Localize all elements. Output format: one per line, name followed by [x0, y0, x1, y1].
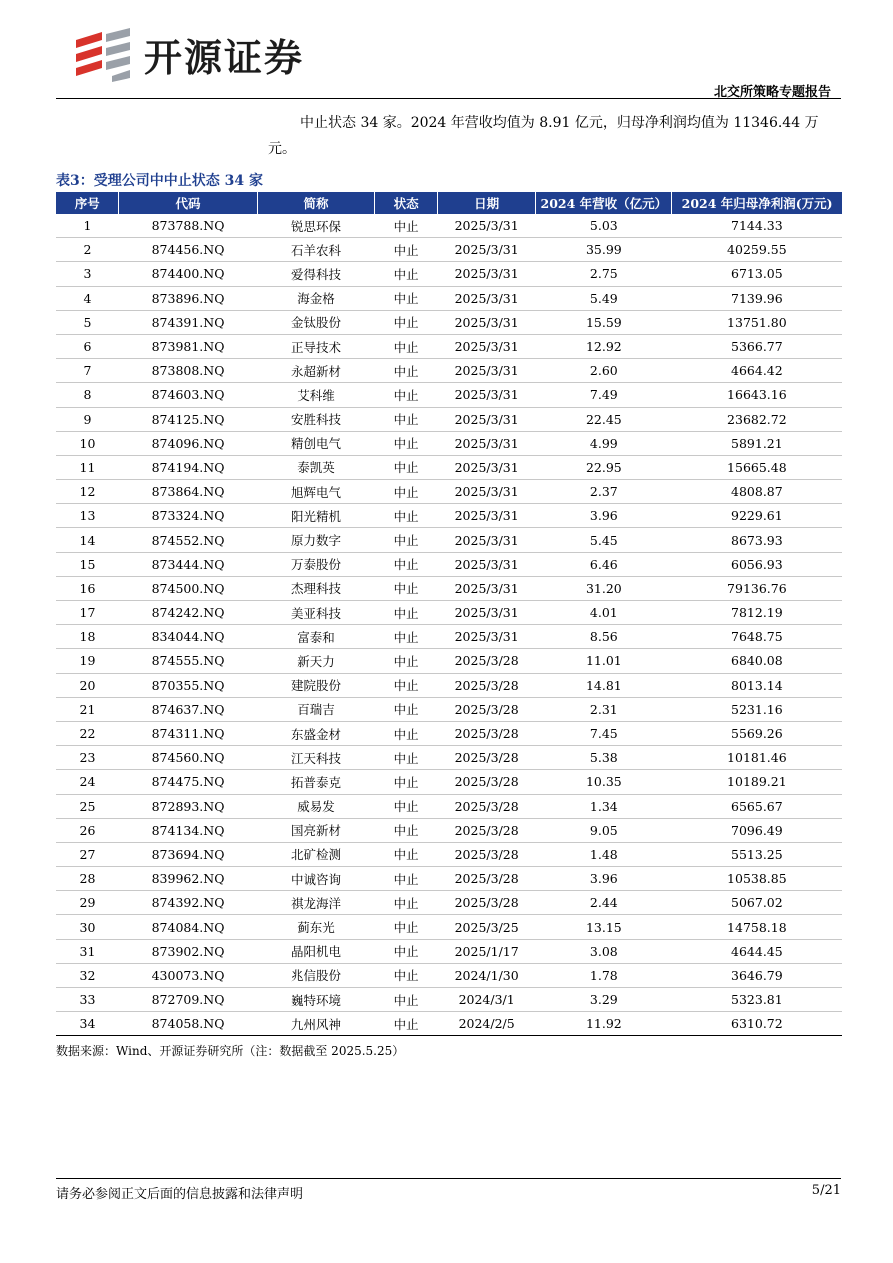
cell-no: 32 — [56, 963, 119, 987]
cell-date: 2024/1/30 — [437, 963, 536, 987]
cell-status: 中止 — [375, 334, 437, 358]
cell-name: 巍特环境 — [257, 988, 375, 1012]
cell-date: 2025/3/28 — [437, 842, 536, 866]
cell-status: 中止 — [375, 963, 437, 987]
cell-status: 中止 — [375, 891, 437, 915]
cell-name: 锐思环保 — [257, 214, 375, 238]
cell-revenue: 13.15 — [536, 915, 672, 939]
table-row — [56, 746, 842, 770]
cell-code: 873981.NQ — [119, 334, 257, 358]
cell-date: 2025/3/28 — [437, 697, 536, 721]
table-body — [56, 214, 842, 1036]
cell-revenue: 12.92 — [536, 334, 672, 358]
cell-code: 873896.NQ — [119, 286, 257, 310]
cell-name: 江天科技 — [257, 746, 375, 770]
cell-no: 18 — [56, 625, 119, 649]
cell-no: 20 — [56, 673, 119, 697]
cell-revenue: 10.35 — [536, 770, 672, 794]
cell-status: 中止 — [375, 818, 437, 842]
cell-name: 爱得科技 — [257, 262, 375, 286]
cell-net-profit: 5366.77 — [672, 334, 842, 358]
cell-status: 中止 — [375, 794, 437, 818]
cell-status: 中止 — [375, 286, 437, 310]
cell-date: 2025/3/31 — [437, 262, 536, 286]
cell-no: 11 — [56, 455, 119, 479]
data-source-note: 数据来源：Wind、开源证券研究所（注：数据截至 2025.5.25） — [56, 1044, 405, 1058]
cell-status: 中止 — [375, 214, 437, 238]
cell-status: 中止 — [375, 238, 437, 262]
cell-no: 16 — [56, 576, 119, 600]
cell-status: 中止 — [375, 504, 437, 528]
brand-name: 开源证券 — [144, 35, 305, 80]
cell-status: 中止 — [375, 867, 437, 891]
cell-revenue: 5.49 — [536, 286, 672, 310]
cell-code: 873808.NQ — [119, 359, 257, 383]
cell-name: 建院股份 — [257, 673, 375, 697]
cell-code: 874096.NQ — [119, 431, 257, 455]
brand-logo — [72, 26, 304, 82]
table-row — [56, 867, 842, 891]
cell-net-profit: 13751.80 — [672, 310, 842, 334]
cell-no: 23 — [56, 746, 119, 770]
cell-code: 874392.NQ — [119, 891, 257, 915]
cell-status: 中止 — [375, 576, 437, 600]
cell-date: 2025/3/31 — [437, 334, 536, 358]
cell-status: 中止 — [375, 552, 437, 576]
table-row — [56, 697, 842, 721]
cell-date: 2025/3/31 — [437, 504, 536, 528]
cell-revenue: 5.03 — [536, 214, 672, 238]
cell-code: 873444.NQ — [119, 552, 257, 576]
cell-date: 2025/3/28 — [437, 891, 536, 915]
cell-net-profit: 7096.49 — [672, 818, 842, 842]
cell-code: 874560.NQ — [119, 746, 257, 770]
cell-name: 安胜科技 — [257, 407, 375, 431]
cell-status: 中止 — [375, 407, 437, 431]
cell-status: 中止 — [375, 697, 437, 721]
cell-date: 2025/3/31 — [437, 625, 536, 649]
table-row — [56, 963, 842, 987]
cell-net-profit: 10189.21 — [672, 770, 842, 794]
cell-revenue: 15.59 — [536, 310, 672, 334]
cell-code: 874475.NQ — [119, 770, 257, 794]
cell-net-profit: 16643.16 — [672, 383, 842, 407]
cell-revenue: 5.45 — [536, 528, 672, 552]
cell-code: 872709.NQ — [119, 988, 257, 1012]
table-row — [56, 504, 842, 528]
cell-name: 金钛股份 — [257, 310, 375, 334]
table-header-row — [56, 192, 842, 214]
cell-code: 873694.NQ — [119, 842, 257, 866]
cell-date: 2025/3/31 — [437, 238, 536, 262]
col-header-no: 序号 — [56, 192, 119, 214]
cell-no: 22 — [56, 721, 119, 745]
cell-revenue: 8.56 — [536, 625, 672, 649]
cell-net-profit: 6713.05 — [672, 262, 842, 286]
intro-paragraph — [268, 110, 843, 162]
cell-net-profit: 6310.72 — [672, 1012, 842, 1036]
cell-net-profit: 8013.14 — [672, 673, 842, 697]
cell-no: 12 — [56, 480, 119, 504]
cell-net-profit: 10538.85 — [672, 867, 842, 891]
cell-revenue: 22.95 — [536, 455, 672, 479]
table-row — [56, 262, 842, 286]
cell-status: 中止 — [375, 262, 437, 286]
cell-revenue: 4.99 — [536, 431, 672, 455]
cell-revenue: 9.05 — [536, 818, 672, 842]
table-title: 表3：受理公司中中止状态 34 家 — [56, 173, 263, 189]
cell-name: 威易发 — [257, 794, 375, 818]
cell-code: 874400.NQ — [119, 262, 257, 286]
cell-date: 2025/3/31 — [437, 455, 536, 479]
cell-date: 2025/3/31 — [437, 383, 536, 407]
cell-revenue: 2.31 — [536, 697, 672, 721]
cell-code: 834044.NQ — [119, 625, 257, 649]
table-row — [56, 673, 842, 697]
cell-name: 石羊农科 — [257, 238, 375, 262]
cell-revenue: 1.48 — [536, 842, 672, 866]
cell-code: 874555.NQ — [119, 649, 257, 673]
cell-name: 祺龙海洋 — [257, 891, 375, 915]
cell-name: 泰凯英 — [257, 455, 375, 479]
cell-net-profit: 5891.21 — [672, 431, 842, 455]
cell-code: 872893.NQ — [119, 794, 257, 818]
table-row — [56, 1012, 842, 1036]
cell-date: 2024/3/1 — [437, 988, 536, 1012]
cell-net-profit: 4664.42 — [672, 359, 842, 383]
cell-date: 2025/3/31 — [437, 480, 536, 504]
cell-code: 874134.NQ — [119, 818, 257, 842]
table-row — [56, 334, 842, 358]
table-row — [56, 915, 842, 939]
cell-name: 富泰和 — [257, 625, 375, 649]
cell-status: 中止 — [375, 649, 437, 673]
cell-net-profit: 40259.55 — [672, 238, 842, 262]
cell-date: 2025/3/28 — [437, 746, 536, 770]
cell-status: 中止 — [375, 915, 437, 939]
cell-revenue: 2.75 — [536, 262, 672, 286]
cell-net-profit: 15665.48 — [672, 455, 842, 479]
cell-name: 晶阳机电 — [257, 939, 375, 963]
table-row — [56, 552, 842, 576]
cell-code: 874311.NQ — [119, 721, 257, 745]
col-header-net-profit: 2024 年归母净利润(万元) — [672, 192, 842, 214]
cell-revenue: 2.37 — [536, 480, 672, 504]
col-header-name: 简称 — [257, 192, 375, 214]
cell-name: 杰理科技 — [257, 576, 375, 600]
cell-no: 6 — [56, 334, 119, 358]
cell-no: 17 — [56, 601, 119, 625]
cell-net-profit: 9229.61 — [672, 504, 842, 528]
cell-name: 中诚咨询 — [257, 867, 375, 891]
cell-revenue: 3.96 — [536, 504, 672, 528]
cell-revenue: 3.29 — [536, 988, 672, 1012]
cell-code: 874637.NQ — [119, 697, 257, 721]
cell-no: 2 — [56, 238, 119, 262]
cell-status: 中止 — [375, 528, 437, 552]
cell-name: 拓普泰克 — [257, 770, 375, 794]
cell-date: 2025/3/31 — [437, 552, 536, 576]
cell-no: 15 — [56, 552, 119, 576]
table-row — [56, 988, 842, 1012]
table-row — [56, 214, 842, 238]
cell-date: 2025/3/31 — [437, 576, 536, 600]
cell-date: 2025/3/31 — [437, 407, 536, 431]
cell-date: 2025/3/31 — [437, 310, 536, 334]
cell-net-profit: 6565.67 — [672, 794, 842, 818]
cell-revenue: 5.38 — [536, 746, 672, 770]
cell-name: 新天力 — [257, 649, 375, 673]
table-row — [56, 407, 842, 431]
cell-revenue: 11.01 — [536, 649, 672, 673]
cell-net-profit: 7139.96 — [672, 286, 842, 310]
cell-code: 874552.NQ — [119, 528, 257, 552]
table-row — [56, 238, 842, 262]
cell-date: 2025/3/28 — [437, 721, 536, 745]
cell-code: 873788.NQ — [119, 214, 257, 238]
cell-revenue: 7.45 — [536, 721, 672, 745]
cell-code: 430073.NQ — [119, 963, 257, 987]
cell-status: 中止 — [375, 770, 437, 794]
header-divider — [56, 98, 841, 99]
cell-net-profit: 23682.72 — [672, 407, 842, 431]
cell-revenue: 11.92 — [536, 1012, 672, 1036]
cell-status: 中止 — [375, 601, 437, 625]
table-row — [56, 455, 842, 479]
cell-date: 2025/3/28 — [437, 649, 536, 673]
cell-revenue: 2.60 — [536, 359, 672, 383]
intro-line-2: 元。 — [268, 141, 296, 157]
cell-no: 8 — [56, 383, 119, 407]
intro-line-1: 中止状态 34 家。2024 年营收均值为 8.91 亿元，归母净利润均值为 11346.44 万 — [300, 115, 819, 131]
cell-date: 2025/3/31 — [437, 431, 536, 455]
cell-code: 874500.NQ — [119, 576, 257, 600]
table-row — [56, 891, 842, 915]
table-row — [56, 431, 842, 455]
table-row — [56, 842, 842, 866]
page-number: 5/21 — [811, 1183, 841, 1198]
cell-net-profit: 10181.46 — [672, 746, 842, 770]
cell-date: 2025/3/28 — [437, 867, 536, 891]
cell-name: 原力数字 — [257, 528, 375, 552]
cell-net-profit: 7812.19 — [672, 601, 842, 625]
cell-revenue: 6.46 — [536, 552, 672, 576]
cell-no: 26 — [56, 818, 119, 842]
table-row — [56, 649, 842, 673]
cell-status: 中止 — [375, 673, 437, 697]
cell-no: 24 — [56, 770, 119, 794]
table-row — [56, 721, 842, 745]
cell-no: 21 — [56, 697, 119, 721]
cell-status: 中止 — [375, 480, 437, 504]
cell-net-profit: 4644.45 — [672, 939, 842, 963]
cell-net-profit: 5231.16 — [672, 697, 842, 721]
table-row — [56, 770, 842, 794]
table-row — [56, 939, 842, 963]
cell-name: 国亮新材 — [257, 818, 375, 842]
cell-code: 873324.NQ — [119, 504, 257, 528]
cell-net-profit: 5323.81 — [672, 988, 842, 1012]
table-row — [56, 528, 842, 552]
footer-divider — [56, 1178, 841, 1179]
cell-date: 2025/3/28 — [437, 818, 536, 842]
cell-date: 2025/3/31 — [437, 359, 536, 383]
table-row — [56, 625, 842, 649]
cell-name: 永超新材 — [257, 359, 375, 383]
cell-name: 美亚科技 — [257, 601, 375, 625]
cell-name: 旭辉电气 — [257, 480, 375, 504]
cell-no: 1 — [56, 214, 119, 238]
cell-date: 2025/3/28 — [437, 770, 536, 794]
cell-revenue: 1.78 — [536, 963, 672, 987]
table-row — [56, 601, 842, 625]
cell-status: 中止 — [375, 625, 437, 649]
cell-no: 27 — [56, 842, 119, 866]
cell-name: 北矿检测 — [257, 842, 375, 866]
cell-revenue: 4.01 — [536, 601, 672, 625]
cell-code: 874125.NQ — [119, 407, 257, 431]
cell-net-profit: 7144.33 — [672, 214, 842, 238]
cell-date: 2025/3/31 — [437, 214, 536, 238]
cell-revenue: 14.81 — [536, 673, 672, 697]
cell-name: 海金格 — [257, 286, 375, 310]
table-row — [56, 818, 842, 842]
cell-revenue: 3.08 — [536, 939, 672, 963]
cell-no: 29 — [56, 891, 119, 915]
cell-no: 7 — [56, 359, 119, 383]
cell-code: 874194.NQ — [119, 455, 257, 479]
table-row — [56, 383, 842, 407]
cell-net-profit: 7648.75 — [672, 625, 842, 649]
cell-name: 正导技术 — [257, 334, 375, 358]
col-header-code: 代码 — [119, 192, 257, 214]
table-row — [56, 286, 842, 310]
table-row — [56, 310, 842, 334]
table-row — [56, 794, 842, 818]
cell-no: 3 — [56, 262, 119, 286]
cell-date: 2025/3/28 — [437, 794, 536, 818]
cell-status: 中止 — [375, 721, 437, 745]
cell-date: 2025/3/31 — [437, 286, 536, 310]
cell-date: 2025/3/31 — [437, 601, 536, 625]
cell-no: 34 — [56, 1012, 119, 1036]
cell-code: 874603.NQ — [119, 383, 257, 407]
cell-code: 874242.NQ — [119, 601, 257, 625]
cell-no: 30 — [56, 915, 119, 939]
cell-net-profit: 5067.02 — [672, 891, 842, 915]
report-type: 北交所策略专题报告 — [713, 85, 831, 100]
cell-status: 中止 — [375, 939, 437, 963]
cell-code: 874391.NQ — [119, 310, 257, 334]
cell-net-profit: 5569.26 — [672, 721, 842, 745]
cell-date: 2025/1/17 — [437, 939, 536, 963]
cell-date: 2025/3/25 — [437, 915, 536, 939]
cell-name: 东盛金材 — [257, 721, 375, 745]
cell-name: 艾科维 — [257, 383, 375, 407]
cell-code: 870355.NQ — [119, 673, 257, 697]
cell-date: 2025/3/31 — [437, 528, 536, 552]
cell-net-profit: 3646.79 — [672, 963, 842, 987]
cell-revenue: 1.34 — [536, 794, 672, 818]
footer-disclaimer: 请务必参阅正文后面的信息披露和法律声明 — [56, 1187, 304, 1202]
cell-status: 中止 — [375, 746, 437, 770]
cell-no: 13 — [56, 504, 119, 528]
col-header-date: 日期 — [437, 192, 536, 214]
cell-status: 中止 — [375, 359, 437, 383]
cell-date: 2025/3/28 — [437, 673, 536, 697]
cell-name: 阳光精机 — [257, 504, 375, 528]
cell-status: 中止 — [375, 431, 437, 455]
cell-name: 精创电气 — [257, 431, 375, 455]
cell-no: 14 — [56, 528, 119, 552]
brand-mark-icon — [72, 26, 134, 82]
cell-status: 中止 — [375, 383, 437, 407]
cell-net-profit: 6840.08 — [672, 649, 842, 673]
table-row — [56, 480, 842, 504]
cell-status: 中止 — [375, 455, 437, 479]
cell-revenue: 3.96 — [536, 867, 672, 891]
cell-date: 2024/2/5 — [437, 1012, 536, 1036]
cell-no: 25 — [56, 794, 119, 818]
cell-revenue: 22.45 — [536, 407, 672, 431]
cell-status: 中止 — [375, 310, 437, 334]
col-header-status: 状态 — [375, 192, 437, 214]
cell-net-profit: 5513.25 — [672, 842, 842, 866]
suspended-companies-table — [56, 192, 842, 1036]
cell-net-profit: 8673.93 — [672, 528, 842, 552]
cell-code: 839962.NQ — [119, 867, 257, 891]
cell-no: 19 — [56, 649, 119, 673]
cell-no: 9 — [56, 407, 119, 431]
cell-name: 九州风神 — [257, 1012, 375, 1036]
cell-revenue: 31.20 — [536, 576, 672, 600]
cell-code: 874058.NQ — [119, 1012, 257, 1036]
cell-name: 兆信股份 — [257, 963, 375, 987]
cell-code: 873902.NQ — [119, 939, 257, 963]
cell-name: 百瑞吉 — [257, 697, 375, 721]
cell-no: 33 — [56, 988, 119, 1012]
cell-no: 5 — [56, 310, 119, 334]
cell-net-profit: 14758.18 — [672, 915, 842, 939]
cell-revenue: 35.99 — [536, 238, 672, 262]
cell-no: 4 — [56, 286, 119, 310]
cell-net-profit: 79136.76 — [672, 576, 842, 600]
cell-no: 31 — [56, 939, 119, 963]
cell-name: 万泰股份 — [257, 552, 375, 576]
cell-code: 874456.NQ — [119, 238, 257, 262]
cell-name: 蓟东光 — [257, 915, 375, 939]
cell-status: 中止 — [375, 1012, 437, 1036]
cell-net-profit: 6056.93 — [672, 552, 842, 576]
table-row — [56, 576, 842, 600]
cell-status: 中止 — [375, 988, 437, 1012]
cell-code: 874084.NQ — [119, 915, 257, 939]
col-header-revenue: 2024 年营收（亿元） — [536, 192, 672, 214]
cell-no: 10 — [56, 431, 119, 455]
cell-status: 中止 — [375, 842, 437, 866]
cell-revenue: 2.44 — [536, 891, 672, 915]
cell-net-profit: 4808.87 — [672, 480, 842, 504]
cell-revenue: 7.49 — [536, 383, 672, 407]
cell-no: 28 — [56, 867, 119, 891]
cell-code: 873864.NQ — [119, 480, 257, 504]
table-row — [56, 359, 842, 383]
